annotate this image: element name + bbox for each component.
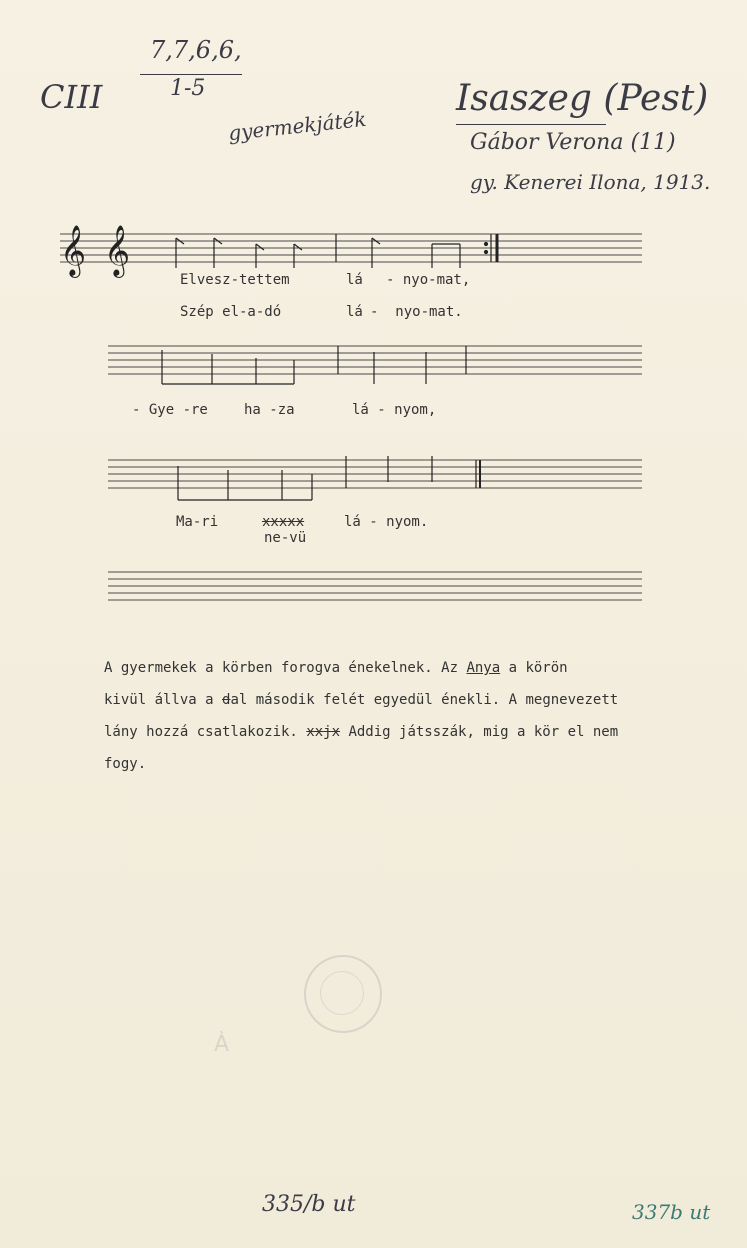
lyric-4a: Ma-ri (176, 514, 219, 530)
lyric-3a: - Gye -re (132, 402, 208, 418)
genre-note: gyermekjáték (227, 106, 368, 146)
staff-3-notes (178, 456, 480, 500)
singer-note: Gábor Verona (11) (470, 130, 676, 155)
description-line-2: kivül állva a dal második felét egyedül énekli. A megnevezett (104, 692, 619, 708)
numbers-bottom: 1-5 (170, 76, 206, 101)
lyric-3c: lá - nyom, (352, 402, 437, 418)
archive-number-green: 337b ut (632, 1200, 711, 1224)
description-line-4: fogy. (104, 756, 147, 772)
lyric-4-struck: xxxxx (262, 514, 305, 530)
staff-2 (108, 346, 642, 374)
treble-clef-1: 𝄞 (60, 225, 87, 276)
description-paragraph (104, 652, 704, 780)
staff-2-notes (162, 346, 466, 384)
description-line-1: A gyermekek a körben forogva énekelnek. Az Anya a körön (104, 660, 568, 676)
lyric-4b: lá - nyom. (344, 514, 429, 530)
lyric-1c: - nyo-mat, (386, 272, 471, 288)
lyric-4-sub: ne-vü (264, 530, 307, 546)
staff-3 (108, 460, 642, 488)
lyric-2b: lá (346, 304, 363, 320)
place-note: Isaszeg (Pest) (456, 78, 709, 119)
staff-4 (108, 572, 642, 600)
lyric-1a: Elvesz-tettem (180, 272, 290, 288)
staff-1-notes (176, 234, 497, 268)
numbers-top: 7,7,6,6, (150, 36, 242, 64)
lyric-2c: - nyo-mat. (370, 304, 463, 320)
staff-1 (60, 234, 642, 262)
archive-stamp (304, 955, 382, 1033)
lyric-2a: Szép el-a-dó (180, 304, 282, 320)
bleed-through-text: Á (212, 1032, 230, 1057)
lyric-3b: ha -za (244, 402, 295, 418)
archive-number: 335/b ut (262, 1192, 356, 1217)
anya-underlined: Anya (466, 660, 501, 676)
collector-note: gy. Kenerei Ilona, 1913. (470, 170, 711, 194)
treble-clef-2: 𝄞 (104, 225, 131, 276)
lyric-1b: lá (346, 272, 363, 288)
description-line-3: lány hozzá csatlakozik. xxjx Addig játsszák, mig a kör el nem (104, 724, 619, 740)
catalog-mark: CIII (40, 78, 103, 116)
